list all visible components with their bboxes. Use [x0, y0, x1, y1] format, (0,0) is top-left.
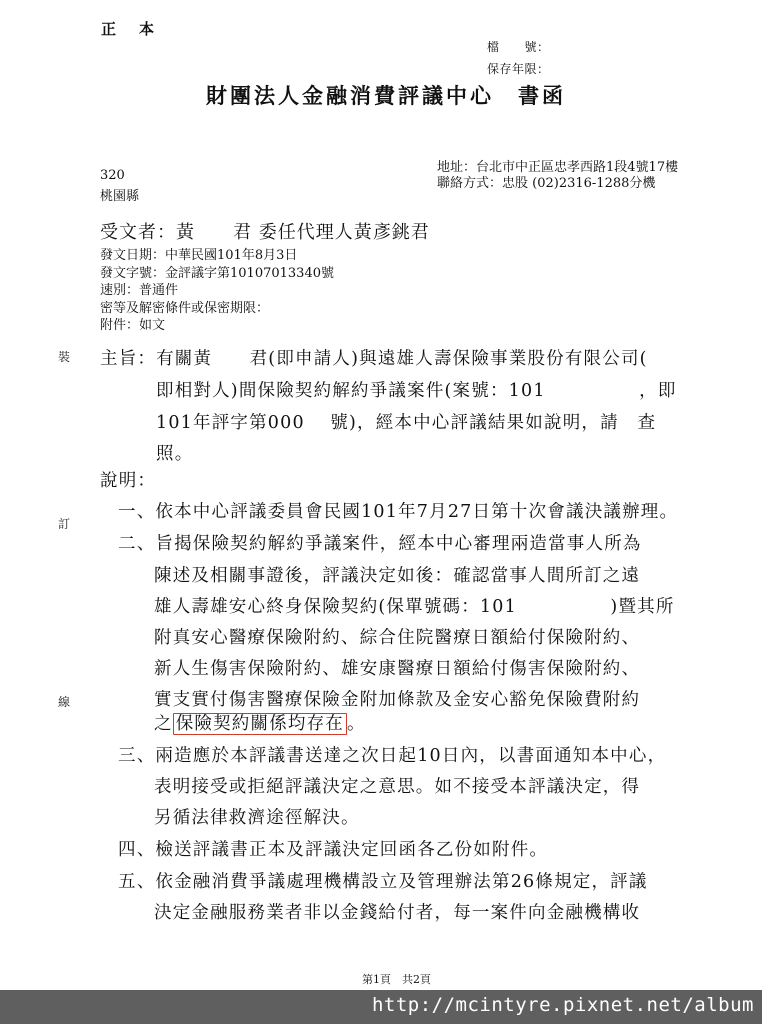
postal-code: 320: [100, 168, 125, 183]
retention-period-label: 保存年限：: [487, 62, 550, 76]
highlighted-conclusion: 保險契約關係均存在: [173, 713, 347, 735]
recipient-line: 受文者：黃 君 委任代理人黃彥銚君: [100, 222, 430, 243]
watermark-url: http://mcintyre.pixnet.net/album: [371, 994, 754, 1016]
copy-type-label: 正 本: [101, 20, 159, 38]
item-2-prefix: 之: [154, 714, 173, 734]
explanation-item-3-line-3: 另循法律救濟途徑解決。: [154, 808, 360, 828]
explanation-item-5-line-1: 五、依金融消費爭議處理機構設立及管理辦法第26條規定，評議: [118, 872, 648, 892]
secrecy-level: 密等及解密條件或保密期限：: [100, 301, 270, 316]
explanation-item-4: 四、檢送評議書正本及評議決定回函各乙份如附件。: [118, 840, 549, 860]
explanation-item-2-line-2: 陳述及相關事證後，評議決定如後：確認當事人間所訂之遠: [154, 566, 641, 586]
item-2-suffix: 。: [347, 714, 366, 734]
explanation-item-3-line-2: 表明接受或拒絕評議決定之意思。如不接受本評議決定，得: [154, 777, 641, 797]
explanation-item-2-line-7: [154, 710, 366, 735]
binding-mark-zhuang: 裝: [58, 350, 71, 364]
file-number-label: 檔 號：: [487, 40, 550, 54]
subject-line-3: 101年評字第000 號)，經本中心評議結果如說明，請 查: [156, 413, 657, 433]
explanation-item-3-line-1: 三、兩造應於本評議書送達之次日起10日內，以書面通知本中心，: [118, 746, 667, 766]
sender-address: 地址：台北市中正區忠孝西路1段4號17樓: [437, 160, 679, 175]
explanation-item-1: 一、依本中心評議委員會民國101年7月27日第十次會議決議辦理。: [118, 502, 679, 522]
recipient-county: 桃園縣: [100, 189, 140, 204]
attachment-line: 附件：如文: [100, 318, 166, 333]
explanation-item-2-line-6: 實支實付傷害醫療保險金附加條款及金安心豁免保險費附約: [154, 690, 641, 710]
explanation-label: 說明：: [100, 471, 157, 491]
sender-contact: 聯絡方式：忠股 (02)2316-1288分機: [437, 176, 656, 191]
page-number: 第1頁 共2頁: [362, 973, 431, 986]
explanation-item-2-line-4: 附真安心醫療保險附約、綜合住院醫療日額給付保險附約、: [154, 628, 641, 648]
explanation-item-2-line-1: 二、旨揭保險契約解約爭議案件，經本中心審理兩造當事人所為: [118, 534, 642, 554]
subject-line-4: 照。: [156, 444, 194, 464]
explanation-item-2-line-3: 雄人壽雄安心終身保險契約(保單號碼：101 )暨其所: [154, 597, 675, 617]
document-title: 財團法人金融消費評議中心 書函: [206, 83, 566, 108]
subject-line-2: 即相對人)間保險契約解約爭議案件(案號：101 ，即: [156, 381, 677, 401]
subject-line-1: 主旨：有關黃 君(即申請人)與遠雄人壽保險事業股份有限公司(: [100, 349, 648, 369]
delivery-speed: 速別：普通件: [100, 283, 179, 298]
binding-mark-ding: 訂: [58, 517, 71, 531]
issue-number: 發文字號：金評議字第10107013340號: [100, 266, 334, 281]
binding-mark-xian: 線: [58, 695, 71, 709]
explanation-item-5-line-2: 決定金融服務業者非以金錢給付者，每一案件向金融機構收: [154, 903, 641, 923]
issue-date: 發文日期：中華民國101年8月3日: [100, 248, 298, 263]
explanation-item-2-line-5: 新人生傷害保險附約、雄安康醫療日額給付傷害保險附約、: [154, 659, 641, 679]
